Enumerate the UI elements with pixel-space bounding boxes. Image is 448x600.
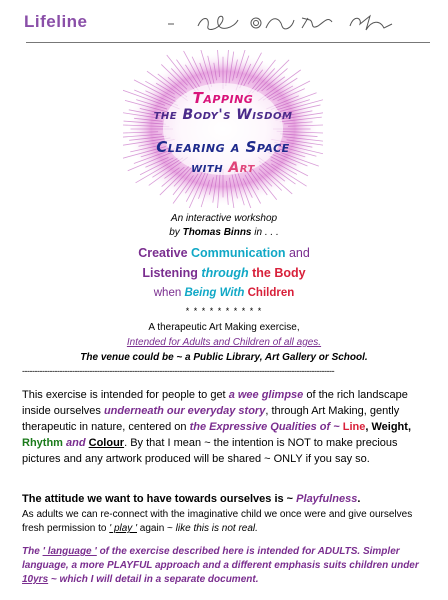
attitude-playfulness: Playfulness — [296, 493, 358, 505]
p1-text-2: of the rich landscape inside ourselves — [22, 389, 408, 417]
title-with-art — [120, 160, 326, 176]
paragraph-intro — [22, 387, 432, 467]
dash-divider: ----------------------------------------------------------------------------------------------------------------------------- — [22, 366, 335, 376]
paragraph-reconnect — [22, 508, 432, 536]
p1-line: Line — [342, 421, 366, 433]
exercise-description: A therapeutic Art Making exercise, — [148, 322, 300, 333]
p3-text-3: ~ which I will detail in a separate document. — [50, 574, 259, 585]
p3-text-2: approach and a different emphasis suits children under — [155, 560, 419, 571]
p1-text-1: This exercise is intended for people to get — [22, 389, 226, 401]
p2-text-2: again ~ — [139, 523, 173, 534]
intro-by: by — [169, 227, 180, 238]
paragraph-language — [22, 545, 432, 587]
title-art: Art — [228, 160, 255, 176]
headline-creative: Creative — [138, 246, 188, 260]
p3-text-1: of the exercise described here is intended for ADULTS. Simpler language, a more — [22, 546, 400, 571]
signature-scribble — [168, 10, 408, 36]
headline-line-3 — [0, 287, 448, 299]
p3-playful: PLAYFUL — [107, 560, 153, 571]
headline-being-with: Being With — [184, 287, 245, 299]
intro-workshop: An interactive workshop — [170, 213, 278, 224]
attitude-period: . — [357, 493, 361, 505]
headline-listening: Listening — [142, 266, 198, 280]
p1-wee-glimpse: a wee glimpse — [228, 389, 304, 401]
headline-the-body: the Body — [252, 266, 306, 280]
p1-text-3: , through Art Making, gently therapeutic in nature, centered on — [22, 405, 400, 433]
audience-line: Intended for Adults and Children of all ages. — [126, 337, 322, 348]
p1-weight: Weight — [371, 421, 408, 433]
header — [10, 8, 438, 38]
p1-comma-1: , — [365, 421, 369, 433]
header-rule — [26, 42, 430, 43]
attitude-text: The attitude we want to have towards ourselves is ~ — [22, 493, 294, 505]
p3-the: The — [22, 546, 40, 557]
title-clearing-space: Clearing a Space — [156, 138, 290, 156]
star-separator: * * * * * * * * * * — [185, 306, 263, 316]
p1-rhythm: Rhythm — [22, 437, 63, 449]
intro-tail: in . . . — [254, 227, 279, 238]
headline-line-1 — [0, 246, 448, 260]
p1-colour: Colour — [88, 437, 125, 449]
title-tapping: Tapping — [192, 89, 254, 107]
p1-comma-2: , — [407, 421, 412, 433]
brand-logo-text: Lifeline — [24, 12, 88, 31]
headline-through: through — [201, 266, 249, 280]
headline-children: Children — [247, 287, 295, 299]
title-with: with — [191, 160, 224, 176]
p2-text-1: As adults we can re-connect with the imaginative child we once were and give ourselves fresh permission to — [22, 509, 413, 534]
p1-underneath: underneath our everyday story — [103, 405, 266, 417]
headline-communication: Communication — [191, 246, 286, 260]
p1-text-4: . By that I mean ~ the intention is NOT to make precious pictures and any artwork produced will be shared ~ ONLY if you say so. — [22, 437, 398, 465]
headline-when: when — [153, 287, 182, 299]
author-name: Thomas Binns — [182, 227, 252, 238]
headline-line-2 — [0, 266, 448, 280]
title-body-wisdom: the Body's Wisdom — [153, 107, 293, 123]
p2-play: ' play ' — [109, 523, 137, 534]
p1-and: and — [66, 437, 86, 449]
venue-line: The venue could be ~ a Public Library, Art Gallery or School. — [80, 352, 368, 363]
attitude-line — [22, 491, 432, 507]
p3-10yrs: 10yrs — [22, 574, 49, 585]
p3-language: ' language ' — [42, 546, 97, 557]
p2-not-real: like this is not real. — [175, 523, 258, 534]
starburst-graphic — [123, 50, 323, 208]
p1-expressive-qualities: the Expressive Qualities of ~ — [189, 421, 340, 433]
intro-author — [0, 227, 448, 238]
headline-and: and — [288, 246, 310, 260]
